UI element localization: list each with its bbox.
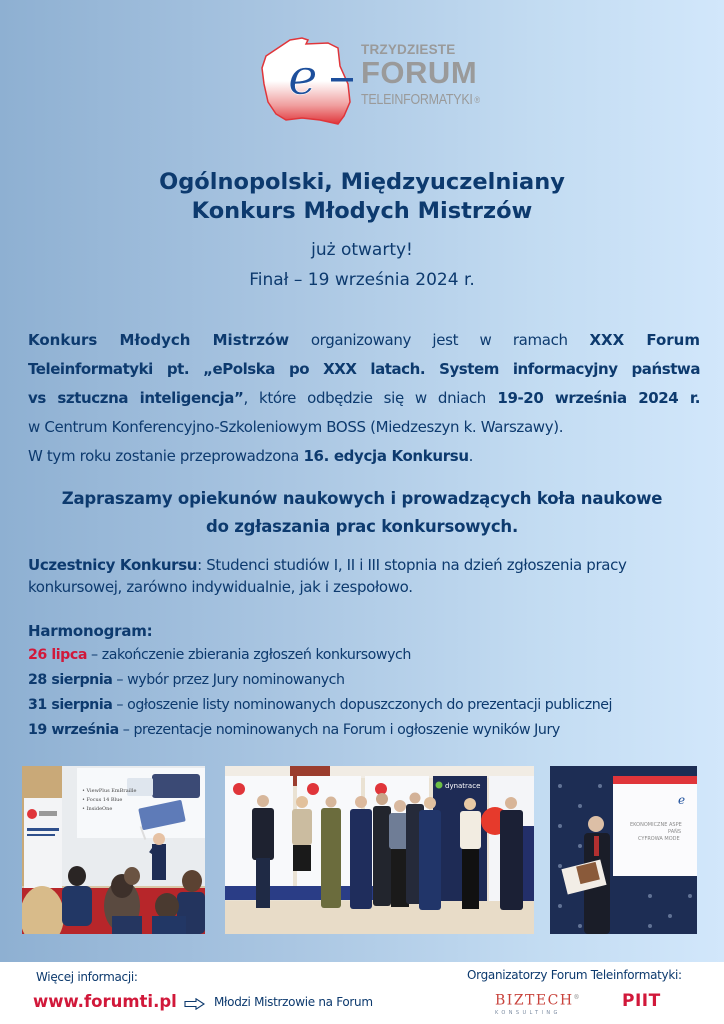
subtitle-open: już otwarty!: [311, 240, 413, 260]
more-info-label: Więcej informacji:: [36, 970, 138, 984]
logo-line2: FORUM: [361, 55, 478, 90]
schedule-item: [28, 720, 612, 745]
intro-line-2: Teleinformatyki pt. „ePolska po XXX latach. System informacyjny państwa: [28, 360, 700, 378]
participants-paragraph: [28, 554, 708, 598]
schedule-heading: Harmonogram:: [28, 622, 153, 640]
svg-text:dynatrace: dynatrace: [445, 782, 481, 790]
website-link[interactable]: www.forumti.pl: [33, 992, 177, 1011]
svg-text:PAŃS: PAŃS: [668, 829, 682, 835]
organizers-label: Organizatorzy Forum Teleinformatyki:: [467, 968, 682, 982]
schedule-date: 31 sierpnia: [28, 697, 113, 713]
schedule-date: 19 września: [28, 722, 119, 738]
schedule-item: [28, 670, 612, 695]
schedule-date: 28 sierpnia: [28, 672, 113, 688]
schedule-list: [28, 645, 612, 745]
logo-e-letter: e: [288, 48, 318, 106]
logo-line1: TRZYDZIESTE: [361, 42, 456, 57]
svg-text:EKONOMICZNE ASPE: EKONOMICZNE ASPE: [630, 822, 682, 828]
final-date: Finał – 19 września 2024 r.: [249, 270, 475, 290]
page-title: [0, 168, 724, 226]
photo-group: [225, 766, 534, 934]
logo-line3: TELEINFORMATYKI ®: [361, 92, 480, 108]
participants-label: Uczestnicy Konkursu: [28, 556, 198, 574]
invite-line2: do zgłaszania prac konkursowych.: [205, 517, 519, 536]
participants-text: : Studenci studiów I, II i III stopnia na dzień zgłoszenia pracy konkursowej, zarówno indywidualnie, jak i zespołowo.: [28, 556, 627, 596]
invite-line1: Zapraszamy opiekunów naukowych i prowadzących koła naukowe: [61, 489, 663, 508]
intro-paragraph: [28, 326, 700, 471]
schedule-item: [28, 695, 612, 720]
young-masters-link[interactable]: Młodzi Mistrzowie na Forum: [214, 995, 373, 1009]
schedule-desc: – wybór przez Jury nominowanych: [112, 672, 345, 688]
intro-line-1: Konkurs Młodych Mistrzów organizowany jest w ramach XXX Forum: [28, 331, 700, 349]
schedule-desc: – prezentacje nominowanych na Forum i ogłoszenie wyników Jury: [118, 722, 560, 738]
arrow-right-icon: [184, 995, 206, 1014]
biztech-logo: [495, 990, 581, 1018]
title-line2: Konkurs Młodych Mistrzów: [191, 198, 533, 224]
piit-logo: PIIT: [622, 991, 661, 1011]
forum-logo: [258, 32, 498, 132]
biztech-logo-text: BIZTECH®: [495, 992, 582, 1009]
svg-text:e: e: [678, 793, 686, 807]
intro-line-4: w Centrum Konferencyjno-Szkoleniowym BOSS (Miedzeszyn k. Warszawy).: [28, 418, 564, 436]
svg-text:• InsideOne: • InsideOne: [82, 806, 113, 812]
biztech-logo-subtext: KONSULTING: [495, 1009, 561, 1016]
svg-text:• Focus 14 Blue: • Focus 14 Blue: [82, 797, 123, 803]
svg-text:• ViewPlus EmBraille: • ViewPlus EmBraille: [82, 788, 137, 794]
invitation-text: [0, 485, 724, 541]
schedule-date: 26 lipca: [28, 647, 87, 663]
title-line1: Ogólnopolski, Międzyuczelniany: [159, 169, 565, 195]
intro-line-3: vs sztuczna inteligencja”, które odbędzie się w dniach 19-20 września 2024 r.: [28, 389, 700, 407]
schedule-item: [28, 645, 612, 670]
intro-line-5: W tym roku zostanie przeprowadzona 16. edycja Konkursu.: [28, 447, 474, 465]
poland-map-icon: [258, 32, 358, 132]
photo-award: [550, 766, 697, 934]
schedule-desc: – ogłoszenie listy nominowanych dopuszczonych do prezentacji publicznej: [112, 697, 613, 713]
svg-text:CYFROWA MODE: CYFROWA MODE: [638, 836, 680, 842]
schedule-desc: – zakończenie zbierania zgłoszeń konkursowych: [86, 647, 411, 663]
photo-presentation: [22, 766, 205, 934]
